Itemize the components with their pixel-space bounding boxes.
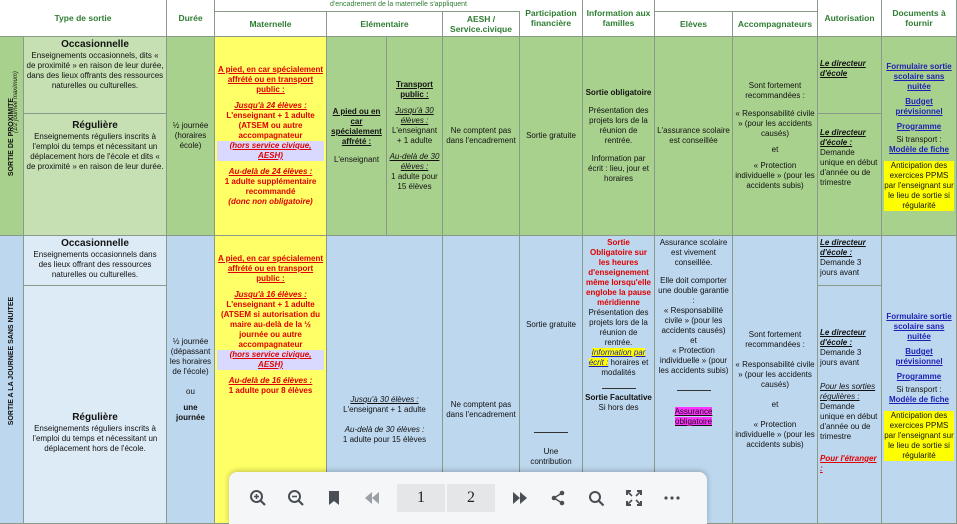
proximite-occ-text: Enseignements occasionnels, dits « de proximité » en raison de leur durée, dans des lieux offrants des ressources naturelles ou culturelles. bbox=[26, 51, 164, 90]
header-duree-label: Durée bbox=[178, 13, 203, 23]
proximite-aesh-text: Ne comptent pas dans l'encadrement bbox=[446, 126, 516, 145]
proximite-side bbox=[0, 37, 24, 236]
proximite-mat-2: Jusqu'à 24 élèves : bbox=[234, 101, 307, 110]
proximite-maternelle bbox=[215, 37, 327, 236]
page-2-button[interactable]: 2 bbox=[447, 484, 495, 512]
proximite-doc-ppms: Anticipation des exercices PPMS par l'enseignant sur le lieu de sortie si régularité bbox=[884, 160, 954, 210]
journee-acc-1: Sont fortement recommandées : bbox=[745, 329, 805, 349]
journee-info-6: Si hors des bbox=[598, 403, 639, 412]
proximite-occ-title: Occasionnelle bbox=[61, 39, 129, 50]
zoom-in-icon[interactable] bbox=[239, 479, 277, 517]
proximite-doc-budget-link[interactable]: Budget prévisionnel bbox=[895, 96, 943, 116]
journee-elem-2: L'enseignant + 1 adulte bbox=[343, 404, 426, 414]
journee-participation-text: Sortie gratuite bbox=[526, 320, 576, 329]
proximite-elem-b4: Au-delà de 30 élèves : bbox=[389, 152, 440, 171]
header-elementaire bbox=[327, 12, 443, 37]
journee-acc-3: et bbox=[771, 399, 779, 409]
journee-duree bbox=[167, 236, 215, 524]
proximite-accompagnateurs bbox=[733, 37, 818, 236]
proximite-duree bbox=[167, 37, 215, 236]
journee-eleves-5: « Protection individuelle » (pour les accidents subis) bbox=[658, 346, 729, 375]
journee-autorisation-occ bbox=[818, 236, 882, 286]
journee-reg-text: Enseignements réguliers inscrits à l'emploi du temps et nécessitant un déplacement hors de l'école. bbox=[32, 424, 158, 453]
journee-info-4: horaires et modalités bbox=[601, 358, 649, 377]
proximite-aesh bbox=[443, 37, 520, 236]
journee-occ-text: Enseignements occasionnels dans des lieux offrant des ressources naturelles ou culturelles. bbox=[33, 250, 157, 279]
proximite-participation bbox=[520, 37, 583, 236]
header-assurance-empty bbox=[655, 0, 818, 12]
journee-doc-modele-link[interactable]: Modèle de fiche bbox=[888, 395, 949, 404]
proximite-occasionnelle bbox=[24, 37, 167, 114]
share-icon[interactable] bbox=[539, 479, 577, 517]
proximite-side-label: SORTIE DE PROXIMITE bbox=[8, 97, 15, 177]
proximite-information bbox=[583, 37, 655, 236]
proximite-elem-b3: L'enseignant + 1 adulte bbox=[391, 126, 438, 145]
proximite-auto-1: Le directeur d'école bbox=[820, 59, 866, 78]
journee-doc-ppms: Anticipation des exercices PPMS par l'enseignant sur le lieu de sortie si régularité bbox=[884, 411, 954, 460]
journee-info-3: Information par écrit : bbox=[588, 348, 646, 367]
journee-auto-1: Le directeur d'école : bbox=[820, 238, 866, 257]
journee-side bbox=[0, 236, 24, 524]
journee-auto-4: Demande 3 jours avant bbox=[820, 348, 862, 367]
proximite-elem-b bbox=[387, 37, 443, 236]
proximite-participation-text: Sortie gratuite bbox=[526, 131, 576, 140]
journee-occasionnelle bbox=[24, 236, 167, 286]
header-information-label: Information aux familles bbox=[586, 8, 651, 28]
journee-duree-1: ½ journée (dépassant les horaires de l'école) bbox=[169, 336, 212, 376]
proximite-auto-3: Demande unique en début d'année ou de trimestre bbox=[820, 148, 878, 187]
proximite-acc-1: Sont fortement recommandées : bbox=[745, 81, 805, 100]
journee-mat-4: (hors service civique, AESH) bbox=[217, 350, 324, 370]
header-type-sortie-label: Type de sortie bbox=[54, 13, 112, 23]
journee-auto-5: Pour les sorties régulières : bbox=[820, 382, 876, 401]
journee-eleves-2: Elle doit comporter une double garantie : bbox=[658, 276, 729, 305]
viewer-toolbar bbox=[229, 472, 707, 524]
proximite-elem-a bbox=[327, 37, 387, 236]
header-accompagnateurs-label: Accompagnateurs bbox=[737, 19, 813, 29]
proximite-info-3: Information par écrit : lieu, jour et horaires bbox=[588, 154, 649, 183]
journee-acc-4: « Protection individuelle » (pour les accidents subis) bbox=[735, 419, 815, 449]
proximite-elem-b5: 1 adulte pour 15 élèves bbox=[391, 172, 438, 191]
journee-autorisation-reg bbox=[818, 286, 882, 524]
journee-eleves-1: Assurance scolaire est vivement conseillée. bbox=[659, 238, 728, 267]
header-eleves-label: Elèves bbox=[680, 19, 707, 29]
journee-reguliere bbox=[24, 286, 167, 524]
journee-reg-title: Régulière bbox=[72, 412, 118, 423]
journee-aesh-text: Ne comptent pas dans l'encadrement bbox=[446, 399, 516, 419]
proximite-acc-3: et bbox=[771, 145, 779, 154]
proximite-mat-6: 1 adulte supplémentaire recommandé bbox=[224, 177, 317, 196]
proximite-side-sub: (1/2 journée maximum) bbox=[13, 71, 19, 133]
header-maternelle bbox=[215, 12, 327, 37]
journee-elem-4: 1 adulte pour 15 élèves bbox=[342, 434, 427, 444]
journee-documents bbox=[882, 236, 957, 524]
proximite-mat-4: (hors service civique, AESH) bbox=[217, 141, 324, 161]
journee-info-divider bbox=[602, 388, 636, 389]
journee-eleves-3: « Responsabilité civile » (pour les accidents causés) bbox=[661, 306, 726, 335]
proximite-eleves bbox=[655, 37, 733, 236]
header-aesh bbox=[443, 12, 520, 37]
proximite-documents bbox=[882, 37, 957, 236]
journee-participation-2: Une contribution bbox=[530, 447, 572, 466]
journee-doc-formulaire-link[interactable]: Formulaire sortie scolaire sans nuitée bbox=[886, 312, 952, 341]
header-participation-label: Participation financière bbox=[525, 8, 577, 28]
journee-elem-1: Jusqu'à 30 élèves : bbox=[350, 394, 419, 404]
proximite-elem-a2: L'enseignant bbox=[333, 155, 380, 164]
header-participation bbox=[520, 0, 583, 37]
proximite-doc-programme-link[interactable]: Programme bbox=[896, 121, 942, 131]
fullscreen-icon[interactable] bbox=[615, 479, 653, 517]
page-selector bbox=[397, 484, 495, 512]
header-autorisation-label: Autorisation bbox=[824, 13, 875, 23]
proximite-info-2: Présentation des projets lors de la réunion de rentrée. bbox=[588, 106, 649, 145]
page-1-button[interactable]: 1 bbox=[397, 484, 445, 512]
journee-mat-3: L'enseignant + 1 adulte (ATSEM si autorisation du maire au-delà de la ½ journée ou autre accompagnateur bbox=[221, 300, 320, 349]
proximite-doc-transport: Si transport : bbox=[896, 134, 942, 144]
journee-info-1: Sortie Obligatoire sur les heures d'enseignement même lorsqu'elle englobe la pause méridienne bbox=[585, 238, 652, 307]
journee-info-2: Présentation des projets lors de la réunion de rentrée. bbox=[588, 308, 649, 347]
journee-occ-title: Occasionnelle bbox=[61, 238, 129, 249]
journee-mat-5: Au-delà de 16 élèves : bbox=[228, 376, 313, 385]
bookmark-icon[interactable] bbox=[315, 479, 353, 517]
proximite-acc-4: « Protection individuelle » (pour les accidents subis) bbox=[735, 161, 815, 190]
proximite-auto-2: Le directeur d'école : bbox=[820, 128, 866, 147]
journee-eleves-divider bbox=[677, 390, 711, 391]
proximite-reguliere bbox=[24, 114, 167, 236]
proximite-duree-text: ½ journée (horaires école) bbox=[172, 121, 209, 150]
proximite-elem-a1: A pied ou en car spécialement affrété : bbox=[331, 107, 382, 146]
proximite-autorisation-occ bbox=[818, 37, 882, 114]
header-elementaire-label: Elémentaire bbox=[360, 19, 409, 29]
header-documents-label: Documents à fournir bbox=[892, 8, 946, 28]
previous-page-icon[interactable] bbox=[353, 479, 391, 517]
proximite-eleves-text: L'assurance scolaire est conseillée bbox=[657, 126, 730, 145]
journee-mat-6: 1 adulte pour 8 élèves bbox=[228, 386, 313, 395]
zoom-out-icon[interactable] bbox=[277, 479, 315, 517]
journee-elem-3: Au-delà de 30 élèves : bbox=[344, 424, 425, 434]
search-icon[interactable] bbox=[577, 479, 615, 517]
header-type-sortie bbox=[0, 0, 167, 37]
journee-doc-budget-link[interactable]: Budget prévisionnel bbox=[895, 347, 943, 366]
proximite-mat-3: L'enseignant + 1 adulte (ATSEM ou autre accompagnateur bbox=[226, 111, 315, 140]
proximite-elem-b1: Transport public : bbox=[396, 80, 433, 99]
header-information bbox=[583, 0, 655, 37]
proximite-mat-5: Au-delà de 24 élèves : bbox=[228, 167, 313, 176]
journee-mat-2: Jusqu'à 16 élèves : bbox=[234, 290, 307, 299]
journee-accompagnateurs bbox=[733, 236, 818, 524]
proximite-mat-7: (donc non obligatoire) bbox=[228, 197, 313, 206]
more-options-icon[interactable] bbox=[653, 479, 691, 517]
journee-eleves-6: Assurance obligatoire bbox=[674, 407, 713, 426]
header-autorisation bbox=[818, 0, 882, 37]
proximite-elem-b2: Jusqu'à 30 élèves : bbox=[395, 106, 434, 125]
proximite-autorisation-reg bbox=[818, 114, 882, 236]
header-aesh-label: AESH / Service.civique bbox=[450, 14, 512, 34]
journee-side-label: SORTIE A LA JOURNEE SANS NUITEE bbox=[8, 296, 15, 426]
journee-auto-6: Demande unique en début d'année ou de trimestre bbox=[820, 402, 878, 441]
journee-participation-divider bbox=[534, 432, 568, 433]
journee-doc-transport: Si transport : bbox=[896, 385, 942, 394]
journee-duree-3: une journée bbox=[176, 402, 205, 422]
header-encadrement-sub-label: d'encadrement de la maternelle s'appliquent bbox=[330, 1, 467, 8]
header-documents bbox=[882, 0, 957, 37]
journee-duree-2: ou bbox=[186, 386, 195, 396]
next-page-icon[interactable] bbox=[501, 479, 539, 517]
journee-auto-3: Le directeur d'école : bbox=[820, 328, 866, 347]
proximite-acc-2: « Responsabilité civile » (pour les accidents causés) bbox=[735, 109, 815, 138]
journee-doc-programme-link[interactable]: Programme bbox=[896, 372, 942, 381]
header-duree bbox=[167, 0, 215, 37]
header-eleves bbox=[655, 12, 733, 37]
proximite-reg-title: Régulière bbox=[72, 120, 118, 131]
journee-acc-2: « Responsabilité civile » (pour les accidents causés) bbox=[735, 359, 815, 389]
proximite-doc-formulaire-link[interactable]: Formulaire sortie scolaire sans nuitée bbox=[886, 61, 952, 91]
proximite-mat-1: A pied, en car spécialement affrété ou en transport public : bbox=[217, 65, 324, 94]
journee-info-5: Sortie Facultative bbox=[585, 393, 652, 402]
journee-auto-2: Demande 3 jours avant bbox=[820, 258, 862, 277]
journee-mat-1: A pied, en car spécialement affrété ou en transport public : bbox=[217, 254, 324, 283]
header-maternelle-label: Maternelle bbox=[249, 19, 292, 29]
proximite-info-1: Sortie obligatoire bbox=[585, 88, 652, 97]
journee-auto-7: Pour l'étranger : bbox=[820, 454, 877, 473]
proximite-reg-text: Enseignements réguliers inscrits à l'emploi du temps et nécessitant un déplacement hors de l'école et dits « de proximité » en raison de leur durée. bbox=[26, 132, 164, 171]
header-accompagnateurs bbox=[733, 12, 818, 37]
journee-eleves-4: et bbox=[690, 336, 697, 345]
proximite-doc-modele-link[interactable]: Modèle de fiche bbox=[888, 144, 949, 154]
